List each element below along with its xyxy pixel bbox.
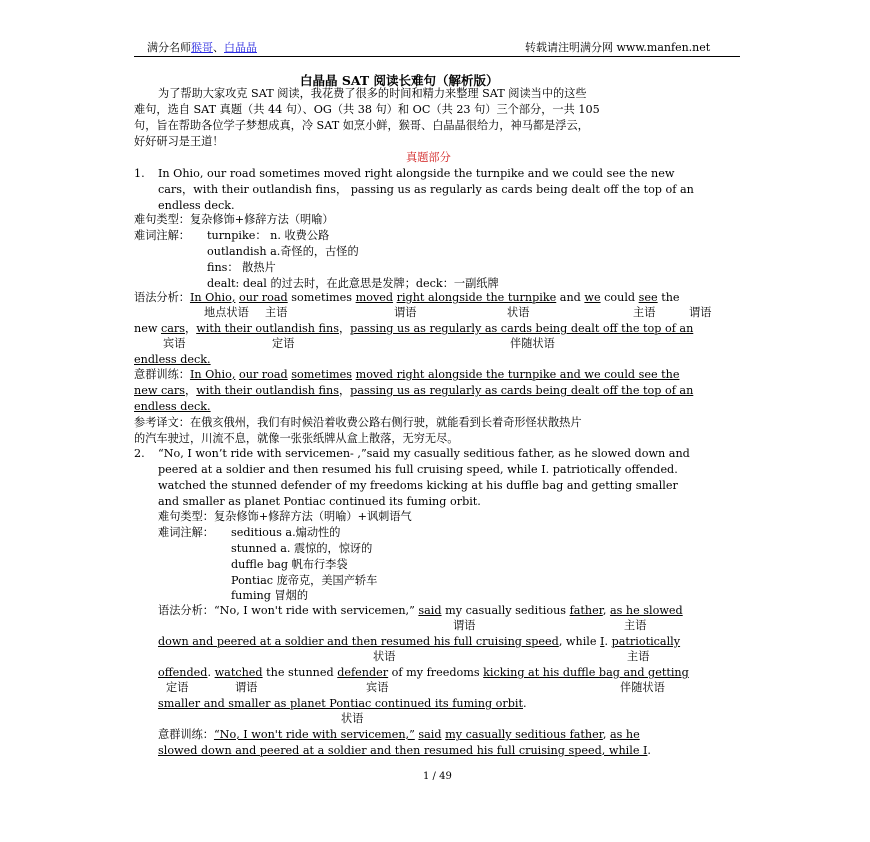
intro-line-4: 好好研习是王道！	[134, 135, 224, 148]
item1-translation-line-1	[134, 416, 582, 430]
text: .	[207, 666, 215, 679]
item1-chunk-label: 意群训练：	[134, 368, 190, 381]
phrase: moved	[355, 291, 394, 304]
text: ，	[185, 322, 197, 335]
header-divider	[134, 56, 740, 57]
phrase: father	[569, 604, 603, 617]
item2-sentence-line-1: “No, I won’t ride with servicemen- ,”said my casually seditious father, as he slowed down and	[158, 447, 690, 460]
item2-number: 2.	[134, 447, 145, 460]
phrase: cars	[160, 322, 185, 335]
grammar-label: 谓语	[235, 681, 258, 694]
item2-grammar-line-4	[158, 697, 527, 711]
phrase: slowed down and peered at a soldier and then resumed his full cruising speed, while I	[158, 744, 648, 757]
header-link-baijingjing[interactable]: 白晶晶	[224, 41, 257, 54]
item1-chunk-line-2	[134, 384, 693, 398]
item2-chunk-line-2	[158, 744, 651, 758]
item1-type-value: 复杂修饰+修辞方法（明喻）	[189, 213, 334, 226]
phrase: said	[418, 604, 442, 617]
text: sometimes	[287, 291, 356, 304]
intro-line-2: 难句，选自 SAT 真题（共 44 句）、OG（共 38 句）和 OC（共 23 句）三个部分，一共 105	[134, 103, 600, 116]
grammar-label: 伴随状语	[620, 681, 665, 694]
item1-translation-line-2: 的汽车驶过，川流不息，就像一张张纸牌从盒上散落，无穷无尽。	[134, 432, 459, 445]
item2-type-value: 复杂修饰+修辞方法（明喻）+讽刺语气	[213, 510, 412, 523]
phrase: passing us as regularly as cards being dealt off the top of an	[350, 384, 694, 397]
text: ，	[184, 384, 197, 397]
grammar-label: 地点状语	[204, 306, 249, 319]
text: and	[556, 291, 585, 304]
phrase: moved right alongside the turnpike and we could see the	[355, 368, 680, 381]
item2-grammar-label: 语法分析：	[158, 604, 214, 617]
item1-grammar-line-2	[134, 322, 693, 336]
item2-vocab-2: stunned a. 震惊的，惊讶的	[231, 542, 373, 555]
item2-chunk-line-1	[158, 728, 640, 742]
item2-type-label: 难句类型：	[158, 510, 214, 523]
phrase: new cars	[134, 384, 185, 397]
phrase: offended	[158, 666, 208, 679]
phrase: as he slowed	[609, 604, 683, 617]
item1-vocab-label: 难词注解：	[134, 229, 190, 242]
text: ,	[602, 728, 610, 741]
header-link-houge[interactable]: 猴哥	[191, 41, 213, 54]
item2-sentence-line-3: watched the stunned defender of my freedoms kicking at his duffle bag and getting smaller	[158, 479, 678, 492]
grammar-label: 谓语	[394, 306, 417, 319]
grammar-label: 谓语	[453, 619, 476, 632]
phrase: passing us as regularly as cards being dealt off the top of an	[350, 322, 694, 335]
grammar-label: 定语	[166, 681, 189, 694]
phrase: In Ohio,	[189, 368, 236, 381]
phrase: In Ohio,	[189, 291, 236, 304]
item2-chunk-label: 意群训练：	[158, 728, 214, 741]
item1-type-row	[134, 213, 334, 227]
text: of my freedoms	[388, 666, 484, 679]
item2-sentence-line-4: and smaller as planet Pontiac continued its fuming orbit.	[158, 495, 481, 508]
phrase: our road	[238, 368, 288, 381]
grammar-label: 主语	[627, 650, 650, 663]
phrase: right alongside the turnpike	[396, 291, 557, 304]
phrase: down and peered at a soldier and then resumed his full cruising speed	[158, 635, 559, 648]
item1-vocab-3: fins： 散热片	[207, 261, 276, 274]
phrase: patriotically	[611, 635, 681, 648]
phrase: as he	[609, 728, 640, 741]
grammar-label: 状语	[341, 712, 364, 725]
item1-vocab-2: outlandish a.奇怪的，古怪的	[207, 245, 359, 258]
phrase: we	[584, 291, 601, 304]
item2-vocab-5: fuming 冒烟的	[231, 589, 309, 602]
phrase: kicking at his duffle bag and getting	[483, 666, 689, 679]
page-title: 白晶晶 SAT 阅读长难句（解析版）	[300, 73, 499, 88]
item1-vocab-4: dealt: deal 的过去时，在此意思是发牌；deck：一副纸牌	[207, 277, 499, 290]
text: , while	[558, 635, 601, 648]
item2-sentence-line-2: peered at a soldier and then resumed his full cruising speed, while I. patriotically offended.	[158, 463, 678, 476]
item1-grammar-label: 语法分析：	[134, 291, 190, 304]
item1-grammar-line-3: endless deck.	[134, 353, 211, 366]
text: .	[604, 635, 612, 648]
intro-line-1: 为了帮助大家攻克 SAT 阅读，我花费了很多的时间和精力来整理 SAT 阅读当中的这些	[158, 87, 587, 100]
item1-vocab-1: turnpike： n. 收费公路	[207, 229, 330, 242]
item2-vocab-3: duffle bag 帆布行李袋	[231, 558, 348, 571]
page-number: 1 / 49	[423, 771, 452, 782]
item2-vocab-4: Pontiac 庞帝克，美国产轿车	[231, 574, 378, 587]
phrase: defender	[337, 666, 389, 679]
text: .	[523, 697, 527, 710]
item1-chunk-line-3: endless deck.	[134, 400, 211, 413]
text: the stunned	[262, 666, 338, 679]
intro-line-3: 句，旨在帮助各位学子梦想成真，冷 SAT 如烹小鲜，猴哥、白晶晶很给力，神马都是浮云，	[134, 119, 589, 132]
grammar-label: 主语	[624, 619, 647, 632]
text: ，	[338, 384, 351, 397]
item1-translation-label: 参考译文：	[134, 416, 190, 429]
grammar-label: 主语	[265, 306, 288, 319]
header-right: 转载请注明满分网 www.manfen.net	[525, 41, 711, 54]
phrase: watched	[214, 666, 263, 679]
phrase: sometimes	[291, 368, 353, 381]
item1-chunk-line-1	[134, 368, 680, 382]
item2-grammar-line-1	[158, 604, 683, 618]
grammar-label: 主语	[633, 306, 656, 319]
grammar-label: 宾语	[366, 681, 389, 694]
text: .	[647, 744, 651, 757]
header-left	[147, 39, 257, 55]
item2-grammar-line-3	[158, 666, 689, 680]
item1-grammar-line-1	[134, 291, 680, 305]
item2-vocab-label: 难词注解：	[158, 526, 214, 539]
header-separator: 、	[213, 41, 224, 54]
grammar-label: 宾语	[163, 337, 186, 350]
phrase: our road	[238, 291, 288, 304]
text: ，	[338, 322, 351, 335]
text: could	[600, 291, 639, 304]
phrase: with their outlandish fins	[196, 322, 339, 335]
phrase: with their outlandish fins	[196, 384, 339, 397]
item1-sentence-line-2: cars，with their outlandish fins， passing us as regularly as cards being dealt off the top of an	[158, 183, 694, 196]
grammar-label: 谓语	[689, 306, 712, 319]
phrase: smaller and smaller as planet Pontiac continued its fuming orbit	[158, 697, 524, 710]
grammar-label: 伴随状语	[510, 337, 555, 350]
header-prefix: 满分名师	[147, 41, 191, 54]
item1-type-label: 难句类型：	[134, 213, 190, 226]
phrase: I	[600, 635, 605, 648]
phrase: said	[418, 728, 442, 741]
grammar-label: 定语	[272, 337, 295, 350]
item1-translation-text: 在俄亥俄州，我们有时候沿着收费公路右侧行驶，就能看到长着奇形怪状散热片	[189, 416, 582, 429]
text: the	[657, 291, 680, 304]
item2-grammar-line-2	[158, 635, 680, 649]
text: ,	[602, 604, 610, 617]
text: “No, I won't ride with servicemen,”	[213, 604, 419, 617]
text: my casually seditious	[441, 604, 570, 617]
item2-vocab-1: seditious a.煽动性的	[231, 526, 341, 539]
section-title: 真题部分	[406, 151, 451, 164]
grammar-label: 状语	[373, 650, 396, 663]
phrase: see	[638, 291, 658, 304]
item1-sentence-line-3: endless deck.	[158, 199, 235, 212]
item1-number: 1.	[134, 167, 145, 180]
item2-type-row	[158, 510, 412, 524]
item1-sentence-line-1: In Ohio, our road sometimes moved right alongside the turnpike and we could see the new	[158, 167, 675, 180]
grammar-label: 状语	[507, 306, 530, 319]
text: new	[134, 322, 161, 335]
phrase: “No, I won't ride with servicemen,”	[213, 728, 415, 741]
phrase: my casually seditious father	[445, 728, 603, 741]
